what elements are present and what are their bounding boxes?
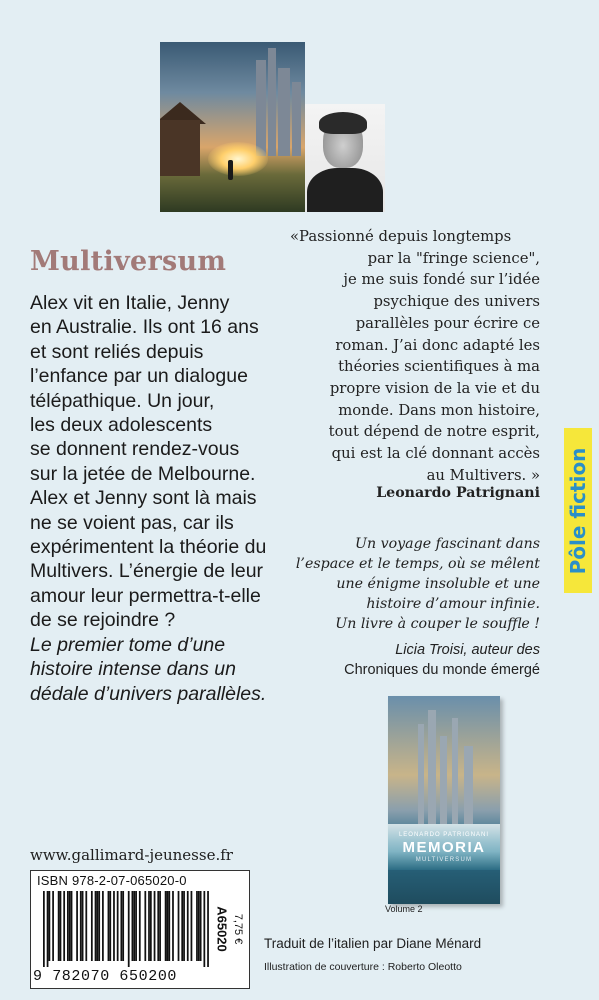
author-quote — [290, 226, 540, 486]
quote-line: monde. Dans mon histoire, — [338, 401, 540, 419]
illustrator-credit: Illustration de couverture : Roberto Oleotto — [264, 961, 462, 973]
quote-line: roman. J’ai donc adapté les — [335, 336, 540, 354]
book-thumb-subtitle: MULTIVERSUM — [415, 857, 473, 863]
quote-line: par la "fringe science", — [367, 249, 540, 267]
synopsis-line: ne se voient pas, car ils — [30, 511, 234, 534]
review-line: une énigme insoluble et une — [336, 576, 540, 592]
synopsis-line: expérimentent la théorie du — [30, 536, 267, 559]
reference-code: A65020 — [214, 906, 230, 952]
book-cover-thumbnail — [388, 696, 500, 904]
synopsis — [30, 291, 280, 706]
review-line: Un voyage fascinant dans — [355, 536, 540, 552]
barcode-box — [30, 870, 250, 989]
volume-label: Volume 2 — [385, 904, 423, 914]
translator-credit: Traduit de l’italien par Diane Ménard — [264, 936, 482, 951]
synopsis-line: l’enfance par un dialogue — [30, 365, 248, 388]
synopsis-line: Alex vit en Italie, Jenny — [30, 292, 230, 314]
synopsis-line: les deux adolescents — [30, 414, 213, 437]
synopsis-line: sur la jetée de Melbourne. — [30, 462, 256, 485]
quote-line: je me suis fondé sur l’idée — [343, 271, 540, 289]
review-line: histoire d’amour infinie. — [366, 596, 540, 612]
synopsis-line: Alex et Jenny sont là mais — [30, 487, 257, 510]
isbn-text: ISBN 978-2-07-065020-0 — [37, 873, 187, 888]
quote-line: parallèles pour écrire ce — [355, 314, 540, 332]
synopsis-line: en Australie. Ils ont 16 ans — [30, 316, 259, 339]
synopsis-line: se donnent rendez-vous — [30, 438, 240, 461]
book-thumb-author: LEONARDO PATRIGNANI — [398, 832, 490, 838]
review-author — [250, 640, 540, 680]
book-thumb-title: MEMORIA — [402, 839, 486, 856]
quote-line: «Passionné depuis longtemps — [290, 228, 512, 245]
publisher-website: www.gallimard-jeunesse.fr — [30, 846, 233, 864]
series-tab — [564, 428, 592, 593]
quote-line: qui est la clé donnant accès — [331, 445, 540, 463]
synopsis-tagline-line: Le premier tome d’une — [30, 633, 226, 656]
review-quote — [250, 534, 540, 634]
quote-line: tout dépend de notre esprit, — [328, 423, 540, 441]
series-label: Pôle fiction — [566, 447, 590, 574]
review-author-name: Licia Troisi, auteur des — [395, 642, 540, 658]
quote-author: Leonardo Patrignani — [376, 485, 540, 501]
synopsis-tagline-line: histoire intense dans un — [30, 658, 236, 681]
barcode-digits: 9 782070 650200 — [33, 968, 178, 985]
quote-line: propre vision de la vie et du — [329, 379, 540, 397]
price: 7,75 € — [232, 913, 244, 945]
synopsis-line: de se rejoindre ? — [30, 609, 176, 632]
review-line: Un livre à couper le souffle ! — [335, 616, 540, 632]
barcode — [43, 891, 209, 967]
book-title: Multiversum — [30, 246, 227, 277]
cover-illustration — [160, 42, 305, 212]
quote-line: psychique des univers — [373, 293, 540, 311]
quote-line: au Multivers. » — [426, 466, 540, 484]
quote-line: théories scientifiques à ma — [338, 358, 540, 376]
review-line: l’espace et le temps, où se mêlent — [295, 556, 540, 572]
synopsis-line: amour leur permettra-t-elle — [30, 584, 261, 607]
synopsis-line: et sont reliés depuis — [30, 340, 204, 363]
synopsis-line: télépathique. Un jour, — [30, 389, 215, 412]
author-photo — [305, 104, 385, 212]
synopsis-line: Multivers. L’énergie de leur — [30, 560, 264, 583]
synopsis-tagline-line: dédale d’univers parallèles. — [30, 682, 267, 705]
review-author-work: Chroniques du monde émergé — [344, 662, 540, 678]
